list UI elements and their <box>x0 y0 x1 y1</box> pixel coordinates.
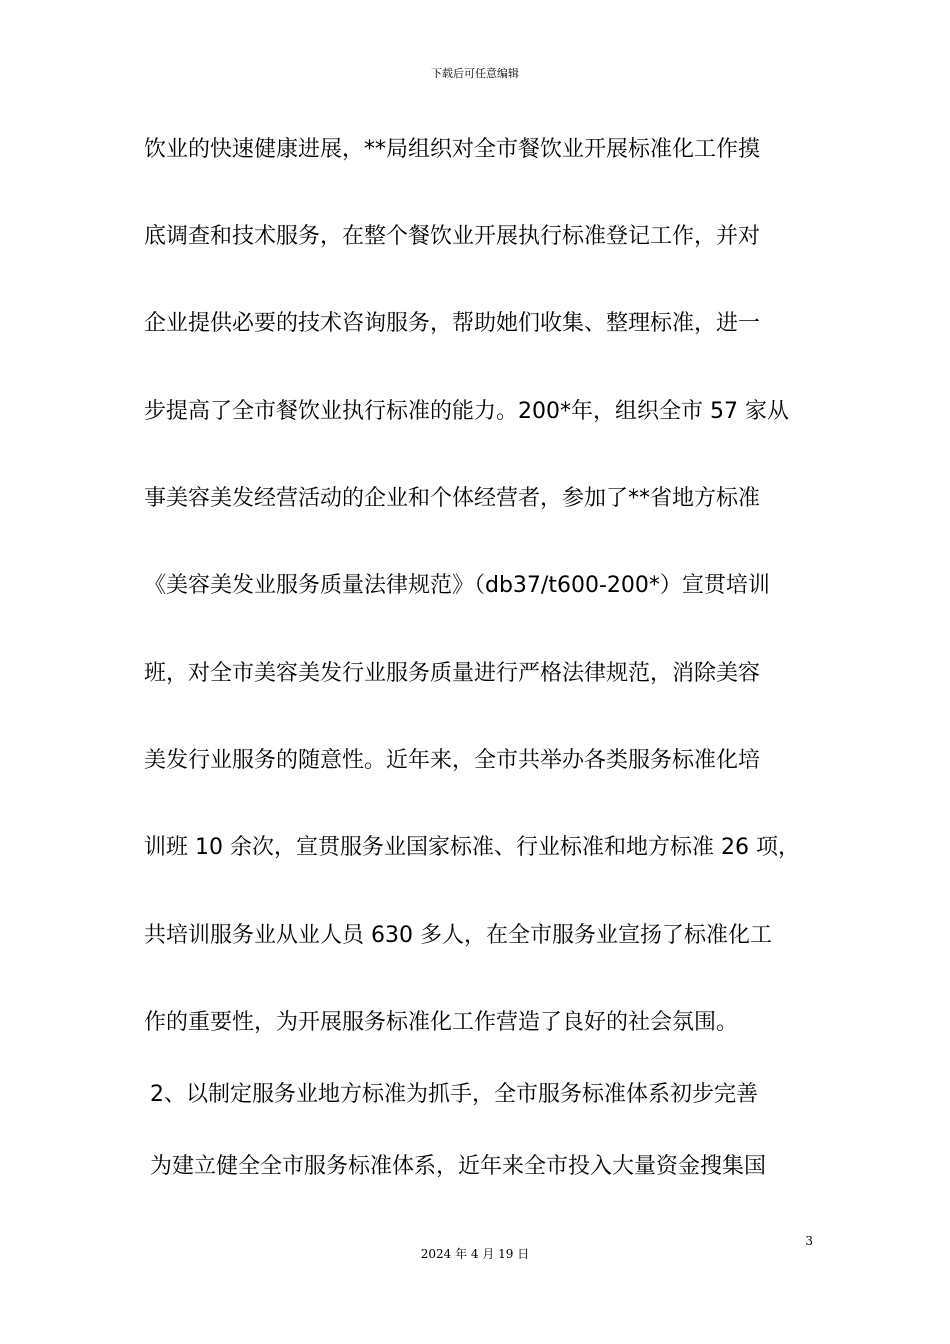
header-note: 下载后可任意编辑 <box>431 67 519 80</box>
text-line-13: 为建立健全全市服务标准体系，近年来全市投入大量资金搜集国 <box>150 1154 767 1179</box>
text-line-1: 饮业的快速健康进展，**局组织对全市餐饮业开展标准化工作摸 <box>144 137 761 162</box>
page-number: 3 <box>805 1234 813 1248</box>
text-line-9: 训班 10 余次，宣贯服务业国家标准、行业标准和地方标准 26 项， <box>144 835 800 860</box>
text-line-4: 步提高了全市餐饮业执行标准的能力。200*年，组织全市 57 家从 <box>144 399 789 424</box>
text-line-6: 《美容美发业服务质量法律规范》（db37/t600-200*）宣贯培训 <box>144 573 770 598</box>
text-line-7: 班，对全市美容美发行业服务质量进行严格法律规范，消除美容 <box>144 661 761 686</box>
section-heading: 2、以制定服务业地方标准为抓手，全市服务标准体系初步完善 <box>150 1082 758 1107</box>
text-line-5: 事美容美发经营活动的企业和个体经营者，参加了**省地方标准 <box>144 486 761 511</box>
footer-date: 2024 年 4 月 19 日 <box>420 1247 530 1261</box>
text-line-2: 底调查和技术服务，在整个餐饮业开展执行标准登记工作，并对 <box>144 224 761 249</box>
text-line-8: 美发行业服务的随意性。近年来，全市共举办各类服务标准化培 <box>144 748 761 773</box>
text-line-3: 企业提供必要的技术咨询服务，帮助她们收集、整理标准，进一 <box>144 311 761 336</box>
text-line-11: 作的重要性，为开展服务标准化工作营造了良好的社会氛围。 <box>144 1010 739 1035</box>
text-line-10: 共培训服务业从业人员 630 多人，在全市服务业宣扬了标准化工 <box>144 923 772 948</box>
